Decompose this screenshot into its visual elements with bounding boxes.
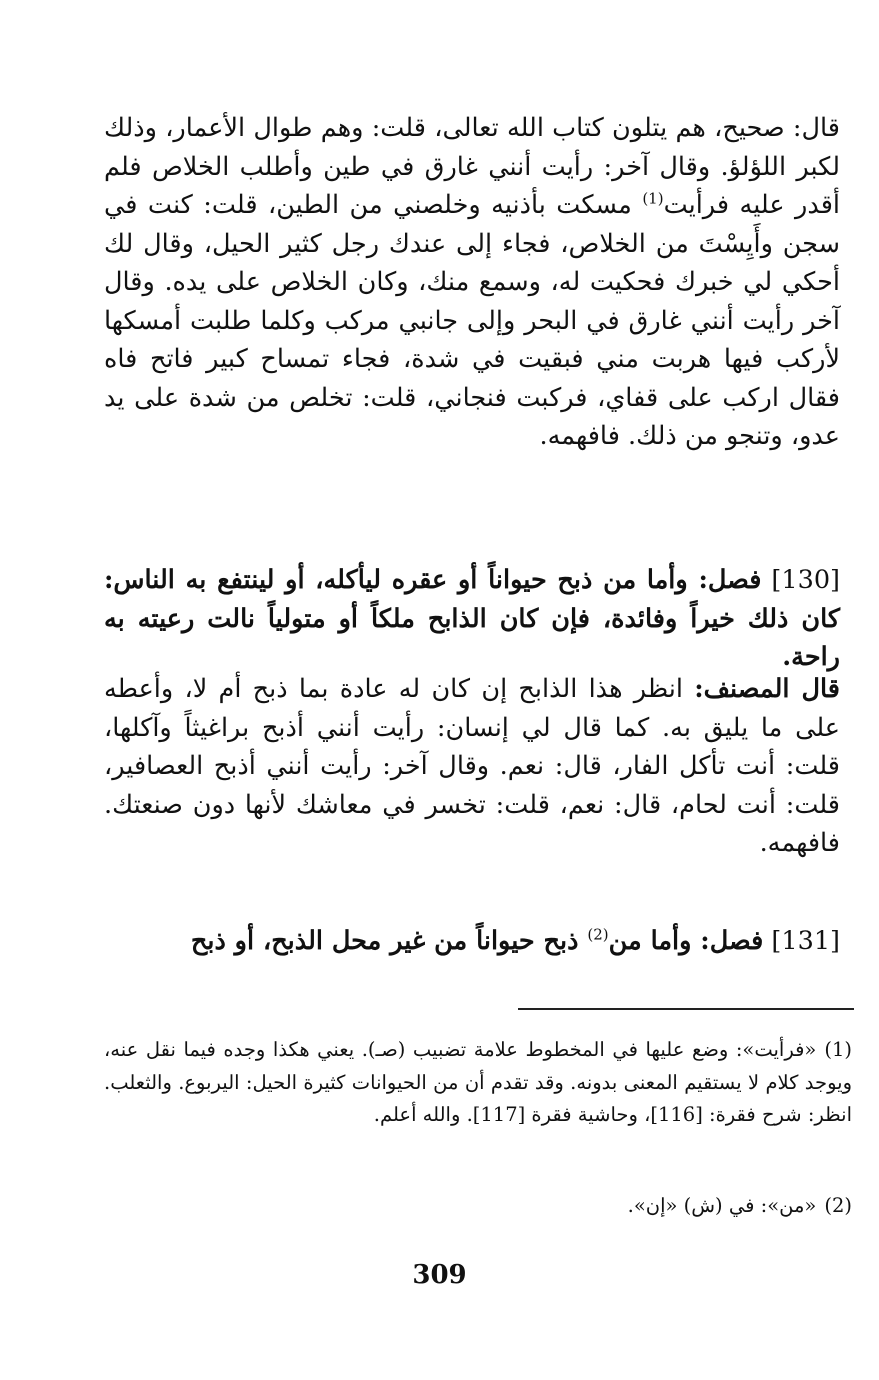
section-text: وأما من [608,926,701,956]
footnote-text: «فرأيت»: وضع عليها في المخطوط علامة تضبيب (صـ). يعني هكذا وجده فيما نقل عنه، ويوجد كلام لا يستقيم المعنى بدونه. وقد تقدم أن من الحيوانات كثيرة الحيل: اليربوع. والثعلب. انظر: شرح فقرة: [116]، وحاشية فقرة [117]. والله أعلم. [104,1038,852,1126]
section-heading [104,922,840,961]
paragraph-text: قال: صحيح، هم يتلون كتاب الله تعالى، قلت: وهم طوال الأعمار، وذلك لكبر اللؤلؤ. وقال آخر: رأيت أنني غارق في طين وأطلب الخلاص فلم أقدر عليه فرأيت [104,113,840,220]
body-paragraph [104,670,840,863]
footnote-text: «من»: في (ش) «إن». [627,1194,817,1217]
footnote [104,1034,852,1132]
section-label: فصل: [698,565,762,595]
footnote-marker: (2) [824,1194,852,1217]
footnote-reference[interactable]: (1) [642,189,664,208]
section-number: [130] [761,565,840,595]
footnote-reference[interactable]: (2) [587,925,609,944]
section-heading [104,561,840,677]
section-number: [131] [763,926,840,956]
paragraph-text: مسكت بأذنيه وخلصني من الطين، قلت: كنت في سجن وأَيِسْتَ من الخلاص، فجاء إلى عندك رجل كثير الحيل، وقال لك أحكي لي خبرك فحكيت له، وسمع منك، وكان الخلاص على يده. وقال آخر رأيت أنني غارق في البحر وإلى جانبي مركب وكلما طلبت أمسكها لأركب فيها هربت مني فبقيت في شدة، فجاء تمساح كبير فاتح فاه فقال اركب على قفاي، فركبت فنجاني، قلت: تخلص من شدة على يد عدو، وتنجو من ذلك. فافهمه. [104,190,840,451]
author-label: قال المصنف: [694,674,840,704]
paragraph-text: انظر هذا الذابح إن كان له عادة بما ذبح أم لا، وأعطه على ما يليق به. كما قال لي إنسان: رأيت أنني أذبح براغيثاً وآكلها، قلت: أنت تأكل الفار، قال: نعم. وقال آخر: رأيت أنني أذبح العصافير، قلت: أنت لحام، قال: نعم، قلت: تخسر في معاشك لأنها دون صنعتك. فافهمه. [104,674,840,858]
section-text: ذبح حيواناً من غير محل الذبح، أو ذبح [190,926,588,956]
body-paragraph [104,109,840,456]
section-text: وأما من ذبح حيواناً أو عقره ليأكله، أو لينتفع به الناس: كان ذلك خيراً وفائدة، فإن كان الذابح ملكاً أو متولياً نالت رعيته به راحة. [104,565,840,672]
footnote [104,1190,852,1223]
footnote-divider [518,1008,854,1010]
section-label: فصل: [700,926,764,956]
page-number: 309 [412,1260,467,1290]
footnote-marker: (1) [824,1038,852,1061]
